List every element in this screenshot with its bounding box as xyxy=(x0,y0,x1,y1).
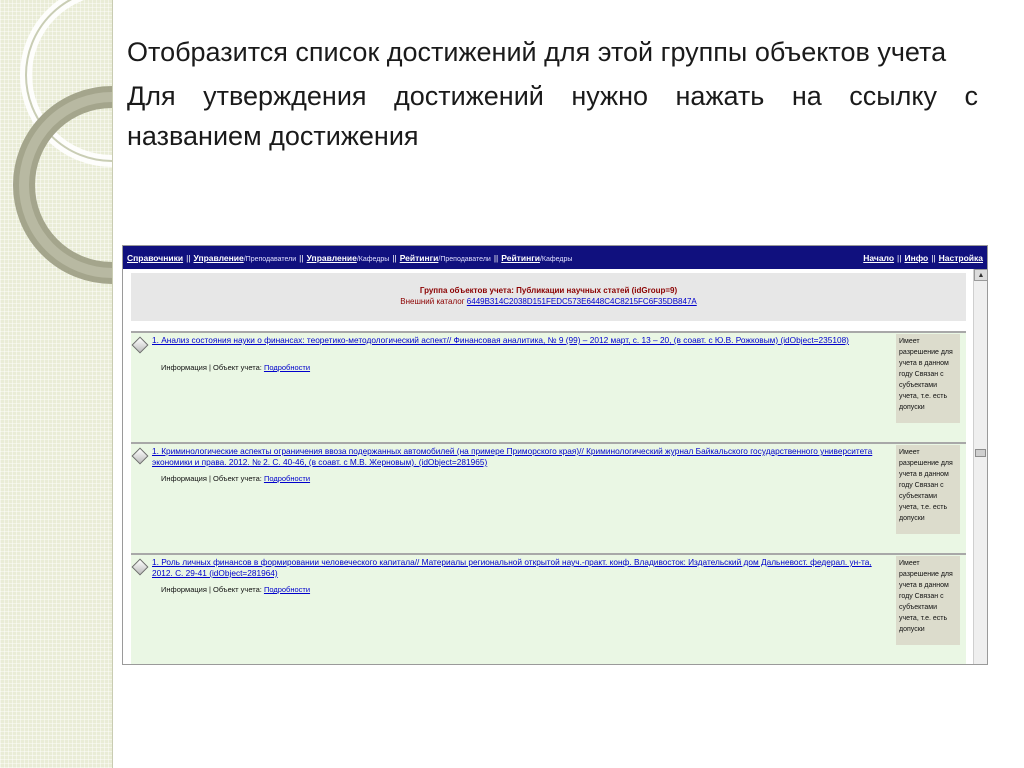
nav-right-group xyxy=(863,253,983,263)
catalog-id-link[interactable]: 6449B314C2038D151FEDC573E6448C4C8215FC6F35DB847A xyxy=(466,297,697,306)
status-box: Имеет разрешение для учета в данном году Связан с субъектами учета, т.е. есть допуски xyxy=(896,556,960,645)
nav-left-group xyxy=(127,253,572,263)
nav-item-reitingi-kafedry[interactable]: Рейтинги/Кафедры xyxy=(501,252,573,263)
slide-text xyxy=(127,32,978,160)
slide-paragraph-2: Для утверждения достижений нужно нажать на ссылку с названием достижения xyxy=(127,81,978,151)
nav-separator: || xyxy=(299,252,304,263)
content-area xyxy=(123,269,974,665)
achievement-item xyxy=(131,333,966,442)
info-prefix: Информация | Объект учета: xyxy=(161,474,262,483)
scroll-thumb[interactable] xyxy=(975,449,986,457)
info-prefix: Информация | Объект учета: xyxy=(161,363,262,372)
nav-separator: || xyxy=(186,252,191,263)
nav-item-spravochniki[interactable]: Справочники xyxy=(127,252,184,263)
nav-item-reitingi-prepodavateli[interactable]: Рейтинги/Преподаватели xyxy=(399,252,491,263)
status-box: Имеет разрешение для учета в данном году Связан с субъектами учета, т.е. есть допуски xyxy=(896,445,960,534)
nav-item-upravlenie-kafedry[interactable]: Управление/Кафедры xyxy=(306,252,390,263)
details-link[interactable]: Подробности xyxy=(263,363,311,372)
group-title: Группа объектов учета: Публикации научных статей (idGroup=9) xyxy=(419,286,678,295)
slide-paragraph-1: Отобразится список достижений для этой группы объектов учета xyxy=(127,37,947,67)
left-decorative-strip xyxy=(0,0,113,768)
embedded-screenshot xyxy=(122,245,988,665)
diamond-icon xyxy=(132,337,149,354)
group-header xyxy=(131,273,966,321)
nav-separator: || xyxy=(897,252,902,263)
achievement-title-link[interactable]: 1. Роль личных финансов в формировании человеческого капитала// Материалы региональной открытой науч.-практ. конф. Владивосток: Издательский дом Дальневост. федерал. ун-та, 2012. С. 29-41 (idObject=281964) xyxy=(152,557,872,578)
nav-item-info[interactable]: Инфо xyxy=(904,252,929,263)
info-prefix: Информация | Объект учета: xyxy=(161,585,262,594)
scroll-up-arrow-icon[interactable]: ▲ xyxy=(974,269,988,281)
diamond-icon xyxy=(132,448,149,465)
nav-item-nachalo[interactable]: Начало xyxy=(863,252,895,263)
nav-separator: || xyxy=(931,252,936,263)
group-catalog xyxy=(131,297,966,306)
nav-item-nastroika[interactable]: Настройка xyxy=(938,252,983,263)
nav-separator: || xyxy=(392,252,397,263)
top-navbar xyxy=(123,246,987,269)
diamond-icon xyxy=(132,559,149,576)
details-link[interactable]: Подробности xyxy=(263,585,311,594)
achievement-info xyxy=(161,585,310,594)
achievement-info xyxy=(161,474,310,483)
status-box: Имеет разрешение для учета в данном году Связан с субъектами учета, т.е. есть допуски xyxy=(896,334,960,423)
achievement-item xyxy=(131,555,966,664)
details-link[interactable]: Подробности xyxy=(263,474,311,483)
achievement-title-link[interactable]: 1. Криминологические аспекты ограничения ввоза подержанных автомобилей (на примере Приморского края)// Криминологический журнал Байкальского государственного университета экономики и права. 2012. № 2. С. 40-46, (в соавт. с М.В. Жерновым). (idObject=281965) xyxy=(152,446,873,467)
achievement-info xyxy=(161,363,310,372)
nav-item-upravlenie-prepodavateli[interactable]: Управление/Преподаватели xyxy=(193,252,297,263)
achievement-title-link[interactable]: 1. Анализ состояния науки о финансах: теоретико-методологический аспект// Финансовая аналитика, № 9 (99) – 2012 март, с. 13 – 20, (в соавт. с Ю.В. Рожковым) (idObject=235108) xyxy=(152,335,849,345)
achievement-item xyxy=(131,444,966,553)
vertical-scrollbar[interactable] xyxy=(973,269,987,665)
catalog-label: Внешний каталог xyxy=(400,297,465,306)
decorative-rings xyxy=(0,0,113,768)
nav-separator: || xyxy=(493,252,499,263)
